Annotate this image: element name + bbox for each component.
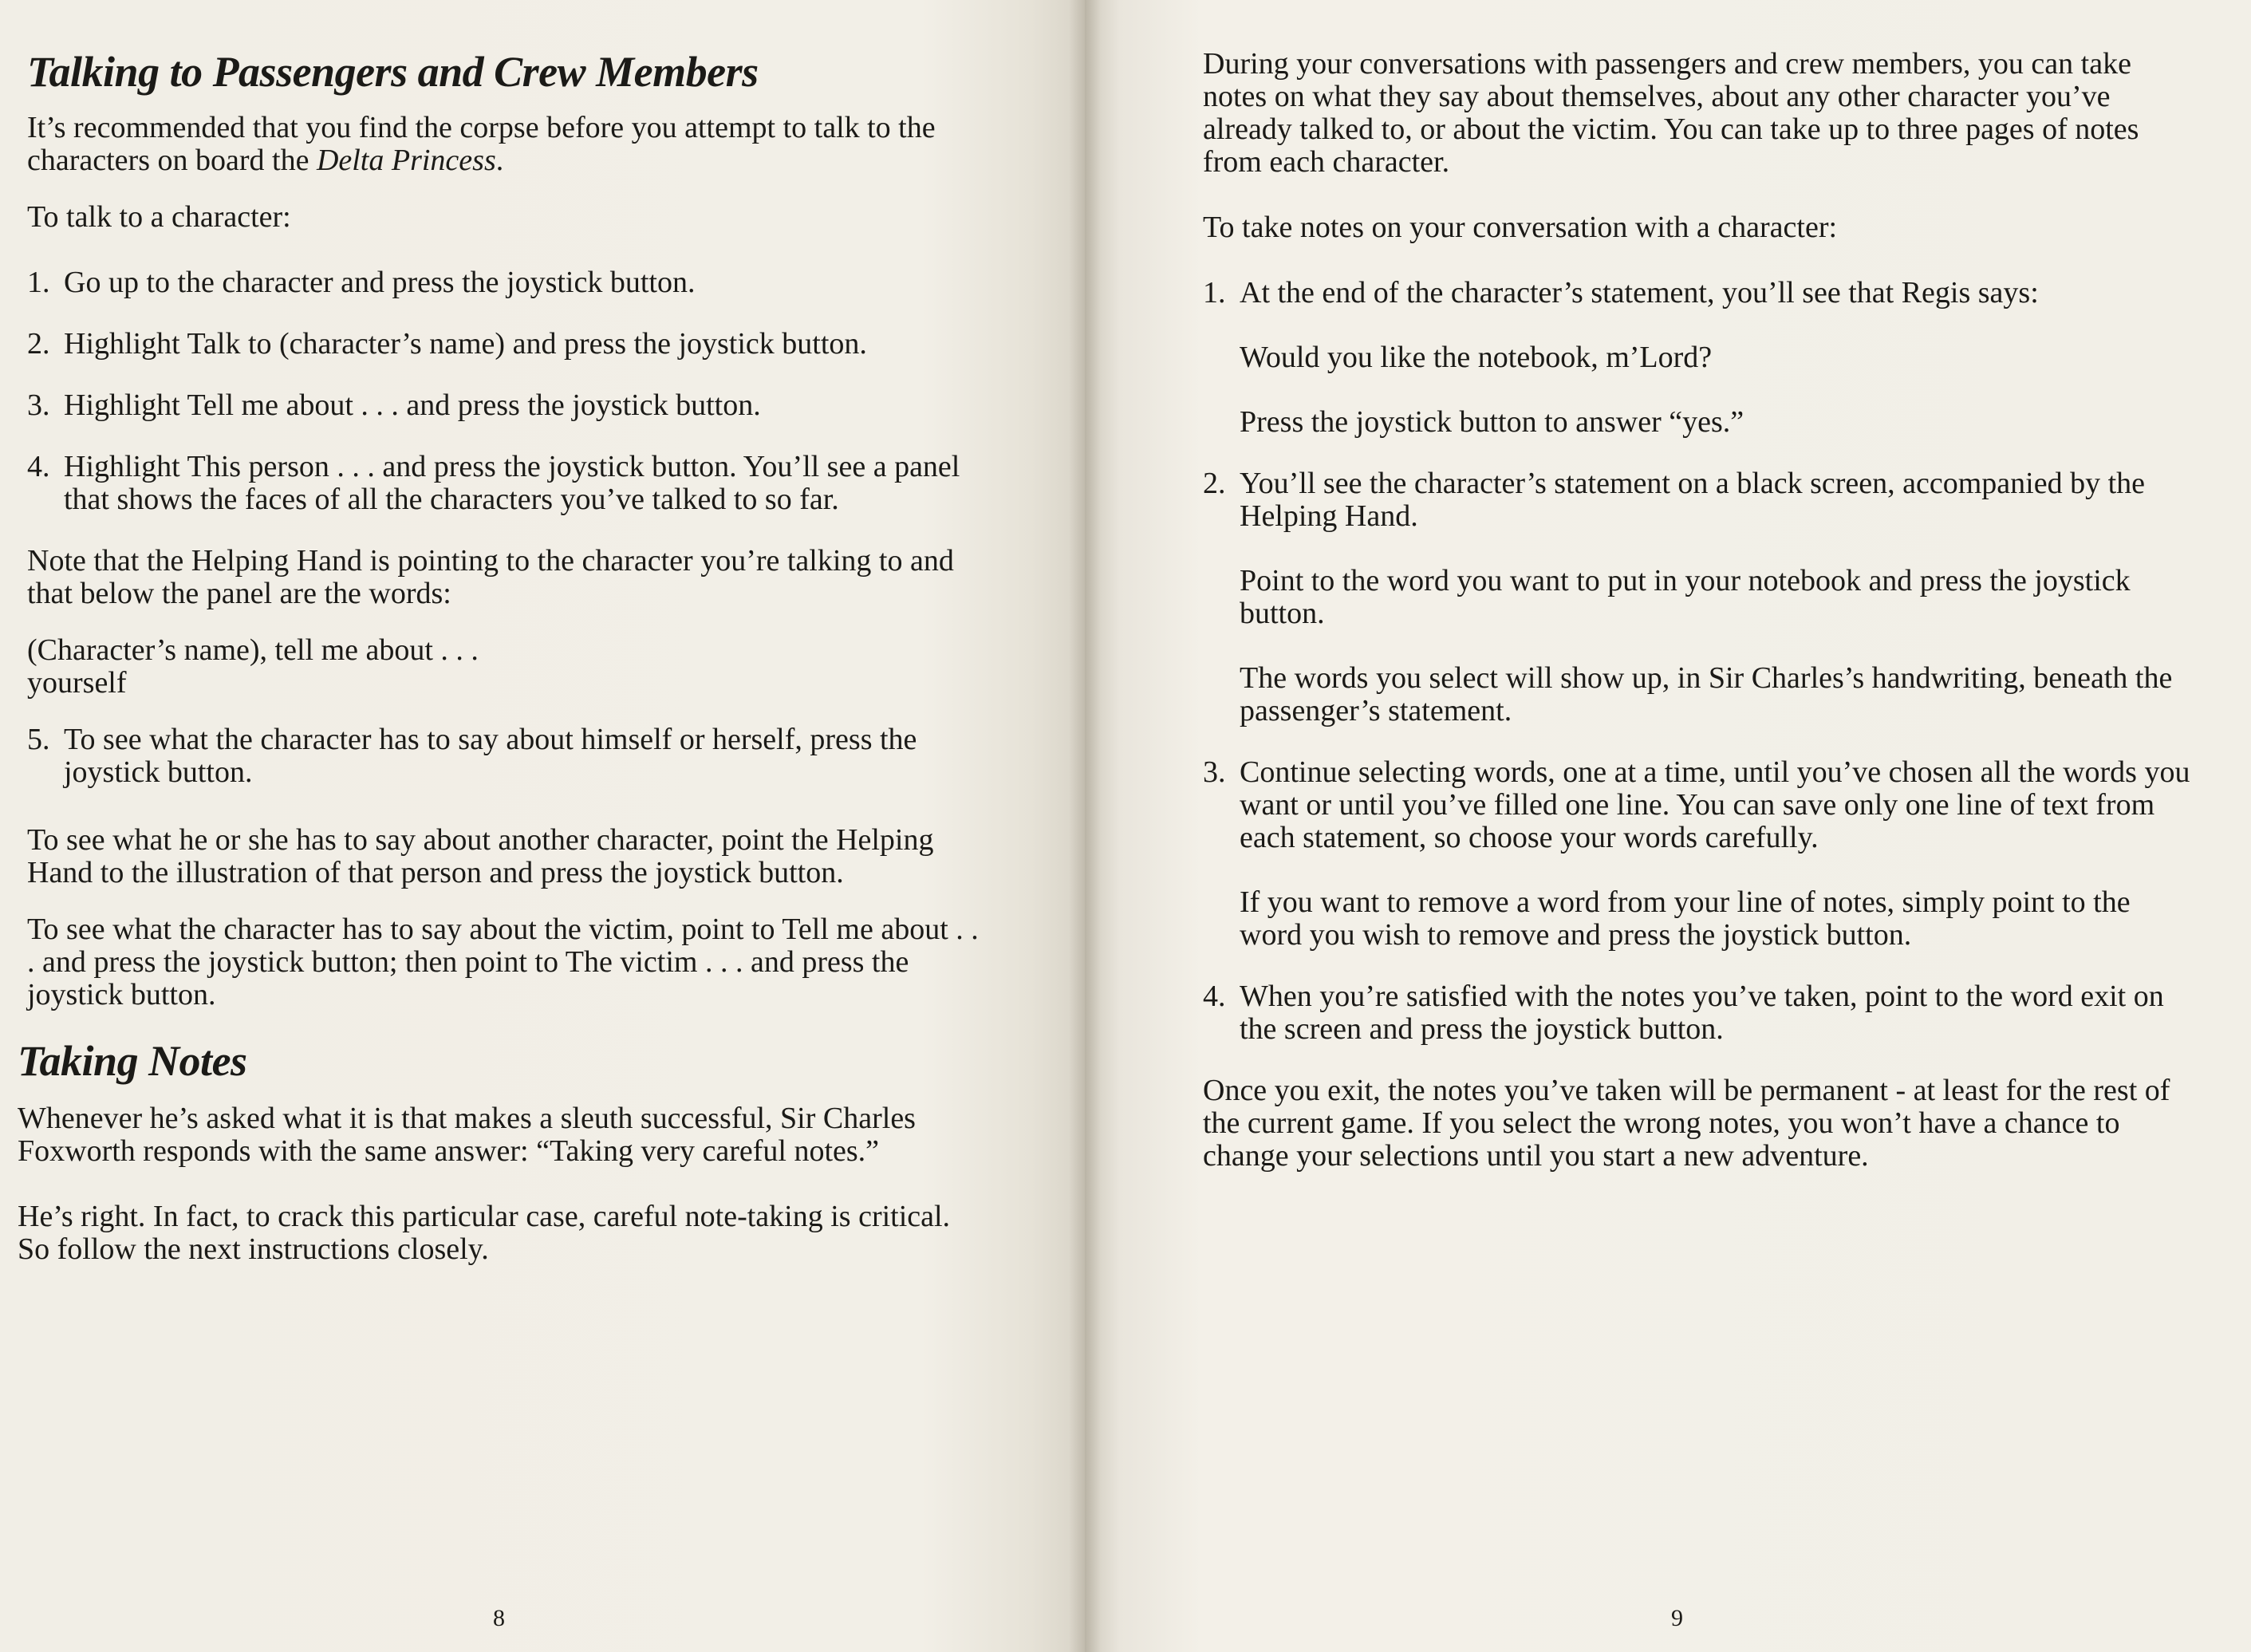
another-character-paragraph: To see what he or she has to say about another character, point the Helping Hand to the illustration of that person and press the joystick button. <box>27 823 934 889</box>
step-number: 2. <box>27 327 50 361</box>
step-detail: If you want to remove a word from your line of notes, simply point to the word you wish to remove and press the joystick button. <box>1240 885 2131 952</box>
step-detail: Press the joystick button to answer “yes.” <box>1240 405 1744 439</box>
section-heading-talking: Talking to Passengers and Crew Members <box>27 48 759 96</box>
step-text: Continue selecting words, one at a time, until you’ve chosen all the words you want or until you’ve filled one line. You can save only one line of text from each statement, so choose your words carefully. <box>1240 755 2190 854</box>
step-text: You’ll see the character’s statement on a black screen, accompanied by the Helping Hand. <box>1240 467 2145 533</box>
step-number: 2. <box>1203 467 1226 500</box>
section-heading-taking-notes: Taking Notes <box>18 1037 247 1085</box>
whenever-paragraph: Whenever he’s asked what it is that makes a sleuth successful, Sir Charles Foxworth responds with the same answer: “Taking very careful notes.” <box>18 1102 916 1168</box>
book-gutter <box>1069 0 1101 1652</box>
notes-step <box>1203 756 2200 952</box>
talk-step <box>27 451 984 516</box>
right-page <box>1085 0 2251 1652</box>
talk-step <box>27 266 984 299</box>
during-paragraph: During your conversations with passengers and crew members, you can take notes on what they say about themselves, about any other character you’ve already talked to, or about the victim. You can take up to three pages of notes from each character. <box>1203 47 2139 179</box>
victim-paragraph: To see what the character has to say about the victim, point to Tell me about . . . and press the joystick button; then point to The victim . . . and press the joystick button. <box>27 913 979 1011</box>
page-number-right: 9 <box>1671 1605 1683 1631</box>
quoted-words <box>27 634 984 700</box>
notes-steps-list <box>1203 277 2200 1046</box>
quoted-line: (Character’s name), tell me about . . . <box>27 633 479 667</box>
intro-end: . <box>495 144 504 177</box>
intro-paragraph <box>27 112 984 177</box>
talk-step-5-list <box>27 723 984 789</box>
note-paragraph: Note that the Helping Hand is pointing to the character you’re talking to and that below the panel are the words: <box>27 544 954 610</box>
step-number: 3. <box>1203 755 1226 789</box>
quoted-line: yourself <box>27 666 127 700</box>
notes-step <box>1203 277 2200 439</box>
step-text: Go up to the character and press the joystick button. <box>64 266 696 299</box>
to-take-paragraph: To take notes on your conversation with a character: <box>1203 211 1838 244</box>
talk-step <box>27 328 984 361</box>
critical-paragraph: He’s right. In fact, to crack this particular case, careful note-taking is critical. So follow the next instructions closely. <box>18 1200 951 1266</box>
talk-step <box>27 723 984 789</box>
step-text: Highlight Tell me about . . . and press the joystick button. <box>64 388 761 422</box>
once-paragraph: Once you exit, the notes you’ve taken will be permanent - at least for the rest of the current game. If you select the wrong notes, you won’t have a chance to change your selections until you start a new adventure. <box>1203 1074 2170 1173</box>
intro-text: It’s recommended that you find the corpse before you attempt to talk to the characters on board the <box>27 111 936 177</box>
step-detail: Would you like the notebook, m’Lord? <box>1240 341 1713 374</box>
right-column <box>1203 48 2200 1205</box>
step-detail: The words you select will show up, in Sir Charles’s handwriting, beneath the passenger’s statement. <box>1240 661 2173 727</box>
step-number: 4. <box>27 450 50 483</box>
step-text: To see what the character has to say about himself or herself, press the joystick button. <box>64 723 917 789</box>
page-number-left: 8 <box>493 1605 505 1631</box>
step-number: 3. <box>27 388 50 422</box>
talk-steps-list <box>27 266 984 516</box>
to-talk-paragraph: To talk to a character: <box>27 200 291 234</box>
step-text: Highlight Talk to (character’s name) and press the joystick button. <box>64 327 867 361</box>
notes-step <box>1203 467 2200 727</box>
step-detail: Point to the word you want to put in your notebook and press the joystick button. <box>1240 564 2131 630</box>
notes-step <box>1203 980 2200 1046</box>
talk-step <box>27 389 984 422</box>
step-text: At the end of the character’s statement, you’ll see that Regis says: <box>1240 276 2039 310</box>
step-text: When you’re satisfied with the notes you’ve taken, point to the word exit on the screen and press the joystick button. <box>1240 980 2164 1046</box>
step-number: 1. <box>27 266 50 299</box>
ship-name: Delta Princess <box>316 144 496 177</box>
step-text: Highlight This person . . . and press the joystick button. You’ll see a panel that shows the faces of all the characters you’ve talked to so far. <box>64 450 960 516</box>
step-number: 1. <box>1203 276 1226 310</box>
step-number: 5. <box>27 723 50 756</box>
left-page <box>0 0 1085 1652</box>
left-column <box>18 46 984 1299</box>
step-number: 4. <box>1203 980 1226 1013</box>
